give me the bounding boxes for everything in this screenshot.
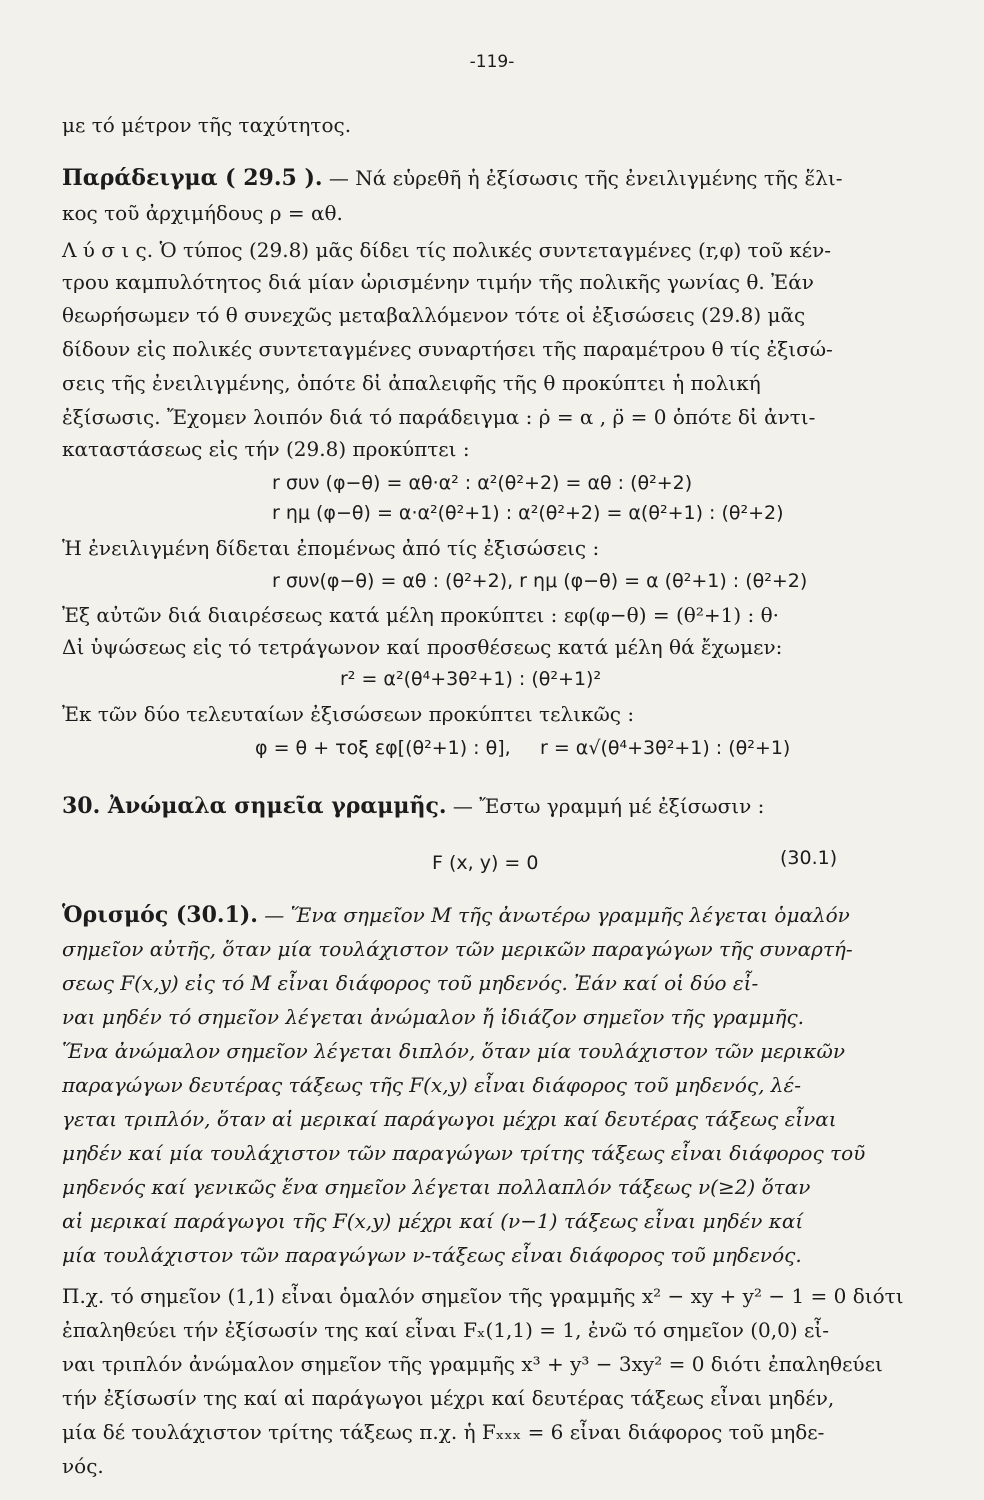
page-number: -119- — [469, 52, 515, 72]
text-line: σημεῖον αὐτῆς, ὅταν μία τουλάχιστον τῶν μερικῶν παραγώγων τῆς συναρτή- — [62, 937, 853, 961]
text-line: τρου καμπυλότητος διά μίαν ὡρισμένην τιμήν τῆς πολικῆς γωνίας θ. Ἐάν — [62, 270, 814, 294]
text-line: δίδουν εἰς πολικές συντεταγμένες συναρτήσει τῆς παραμέτρου θ τίς ἐξισώ- — [62, 337, 833, 361]
text-line: καταστάσεως εἰς τήν (29.8) προκύπτει : — [62, 437, 470, 461]
text-line: θεωρήσωμεν τό θ συνεχῶς μεταβαλλόμενον τότε οἱ ἐξισώσεις (29.8) μᾶς — [62, 303, 806, 327]
example-line — [62, 166, 842, 190]
solution-heading: Λ ύ σ ι ς. — [62, 238, 154, 262]
text-line: μία δέ τουλάχιστον τρίτης τάξεως π.χ. ἡ Fₓₓₓ = 6 εἶναι διάφορος τοῦ μηδε- — [62, 1420, 825, 1444]
text-line: με τό μέτρον τῆς ταχύτητος. — [62, 113, 352, 137]
text-line: Ἕνα ἀνώμαλον σημεῖον λέγεται διπλόν, ὅταν μία τουλάχιστον τῶν μερικῶν — [62, 1039, 845, 1063]
equation: r² = α²(θ⁴+3θ²+1) : (θ²+1)² — [340, 668, 602, 690]
equation: r συν(φ−θ) = αθ : (θ²+2), r ημ (φ−θ) = α (θ²+1) : (θ²+2) — [272, 570, 808, 592]
definition-line — [62, 903, 850, 927]
text-line: Π.χ. τό σημεῖον (1,1) εἶναι ὁμαλόν σημεῖον τῆς γραμμῆς x² − xy + y² − 1 = 0 διότι — [62, 1284, 904, 1308]
definition-heading: Ὁρισμός (30.1). — [62, 902, 258, 928]
text-line: μηδενός καί γενικῶς ἕνα σημεῖον λέγεται πολλαπλόν τάξεως ν(≥2) ὅταν — [62, 1175, 811, 1199]
text-line: μηδέν καί μία τουλάχιστον τῶν παραγώγων τρίτης τάξεως εἶναι διάφορος τοῦ — [62, 1141, 866, 1165]
text-line: — Ἔστω γραμμή μέ ἐξίσωσιν : — [446, 794, 765, 818]
equation: r ημ (φ−θ) = α·α²(θ²+1) : α²(θ²+2) = α(θ²+1) : (θ²+2) — [272, 502, 784, 524]
text-line: — Ἕνα σημεῖον Μ τῆς ἀνωτέρω γραμμῆς λέγεται ὁμαλόν — [257, 903, 850, 927]
text-line: Ἡ ἐνειλιγμένη δίδεται ἐπομένως ἀπό τίς ἐξισώσεις : — [62, 536, 600, 560]
text-line: παραγώγων δευτέρας τάξεως τῆς F(x,y) εἶναι διάφορος τοῦ μηδενός, λέ- — [62, 1073, 801, 1097]
text-line: τήν ἐξίσωσίν της καί αἱ παράγωγοι μέχρι καί δευτέρας τάξεως εἶναι μηδέν, — [62, 1386, 835, 1410]
section-line — [62, 794, 764, 818]
equation-label: (30.1) — [780, 847, 838, 869]
text-line: Ὁ τύπος (29.8) μᾶς δίδει τίς πολικές συντεταγμένες (r,φ) τοῦ κέν- — [153, 238, 832, 262]
text-line: ἐξίσωσις. Ἔχομεν λοιπόν διά τό παράδειγμα : ρ̇ = α , ρ̈ = 0 ὁπότε δἰ ἀντι- — [62, 405, 816, 429]
text-line: γεται τριπλόν, ὅταν αἱ μερικαί παράγωγοι μέχρι καί δευτέρας τάξεως εἶναι — [62, 1107, 837, 1131]
text-line: Ἐκ τῶν δύο τελευταίων ἐξισώσεων προκύπτει τελικῶς : — [62, 702, 635, 726]
text-line: σεως F(x,y) εἰς τό Μ εἶναι διάφορος τοῦ μηδενός. Ἐάν καί οἱ δύο εἶ- — [62, 971, 759, 995]
section-heading: 30. Ἀνώμαλα σημεῖα γραμμῆς. — [62, 793, 447, 819]
text-line: σεις τῆς ἐνειλιγμένης, ὁπότε δἰ ἀπαλειφῆς τῆς θ προκύπτει ἡ πολική — [62, 371, 761, 395]
equation: r = α√(θ⁴+3θ²+1) : (θ²+1) — [540, 737, 791, 759]
text-line: — Νά εὑρεθῆ ἡ ἐξίσωσις τῆς ἐνειλιγμένης τῆς ἕλι- — [322, 166, 843, 190]
equation: φ = θ + τοξ εφ[(θ²+1) : θ], — [255, 737, 511, 759]
text-line: μία τουλάχιστον τῶν παραγώγων ν-τάξεως εἶναι διάφορος τοῦ μηδενός. — [62, 1243, 802, 1267]
text-line: κος τοῦ ἀρχιμήδους ρ = αθ. — [62, 201, 343, 225]
text-line: αἱ μερικαί παράγωγοι τῆς F(x,y) μέχρι καί (ν−1) τάξεως εἶναι μηδέν καί — [62, 1209, 804, 1233]
text-line: Δἰ ὑψώσεως εἰς τό τετράγωνον καί προσθέσεως κατά μέλη θά ἔχωμεν: — [62, 635, 783, 659]
text-line: ναι μηδέν τό σημεῖον λέγεται ἀνώμαλον ἤ ἰδιάζον σημεῖον τῆς γραμμῆς. — [62, 1005, 805, 1029]
solution-line — [62, 238, 831, 262]
example-heading: Παράδειγμα ( 29.5 ). — [62, 165, 323, 191]
equation: F (x, y) = 0 — [432, 852, 539, 874]
text-line: Ἐξ αὐτῶν διά διαιρέσεως κατά μέλη προκύπτει : εφ(φ−θ) = (θ²+1) : θ· — [62, 603, 779, 627]
text-line: ναι τριπλόν ἀνώμαλον σημεῖον τῆς γραμμῆς x³ + y³ − 3xy² = 0 διότι ἐπαληθεύει — [62, 1352, 883, 1376]
text-line: νός. — [62, 1454, 104, 1478]
equation: r συν (φ−θ) = αθ·α² : α²(θ²+2) = αθ : (θ²+2) — [272, 472, 693, 494]
text-line: ἐπαληθεύει τήν ἐξίσωσίν της καί εἶναι Fₓ(1,1) = 1, ἐνῶ τό σημεῖον (0,0) εἶ- — [62, 1318, 829, 1342]
